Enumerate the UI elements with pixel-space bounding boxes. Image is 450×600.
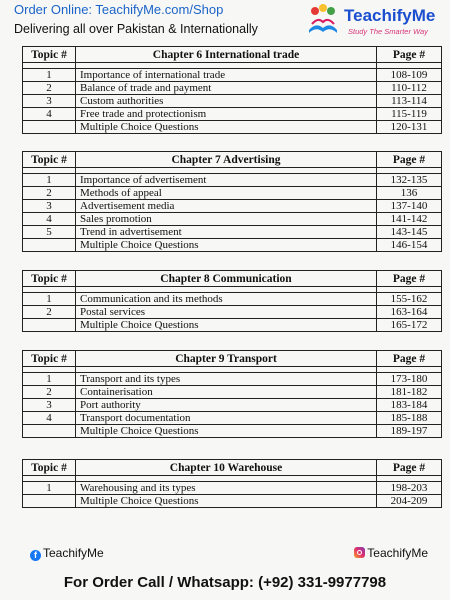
table-row [23, 482, 442, 495]
page-range: 185-188 [377, 412, 442, 425]
topic-number: 2 [23, 187, 76, 200]
page-range: 204-209 [377, 495, 442, 508]
topic-number: 5 [23, 226, 76, 239]
page-column-header: Page # [377, 271, 442, 287]
teachifyme-logo [306, 2, 442, 44]
table-row [23, 425, 442, 438]
topic-title: Multiple Choice Questions [76, 495, 377, 508]
chapter-title: Chapter 7 Advertising [76, 152, 377, 168]
table-header-row [23, 47, 442, 63]
chapter-title: Chapter 10 Warehouse [76, 460, 377, 476]
facebook-icon: f [30, 550, 41, 561]
page-range: 115-119 [377, 108, 442, 121]
topic-title: Importance of international trade [76, 69, 377, 82]
page-column-header: Page # [377, 152, 442, 168]
topic-title: Advertisement media [76, 200, 377, 213]
page-column-header: Page # [377, 460, 442, 476]
topic-number: 3 [23, 200, 76, 213]
topic-title: Multiple Choice Questions [76, 425, 377, 438]
topic-number: 4 [23, 412, 76, 425]
topic-title: Custom authorities [76, 95, 377, 108]
table-row [23, 187, 442, 200]
table-row [23, 174, 442, 187]
table-header-row [23, 351, 442, 367]
table-header-row [23, 460, 442, 476]
topic-number: 1 [23, 293, 76, 306]
page-range: 163-164 [377, 306, 442, 319]
page-range: 181-182 [377, 386, 442, 399]
chapter-title: Chapter 9 Transport [76, 351, 377, 367]
topic-title: Multiple Choice Questions [76, 239, 377, 252]
table-row [23, 226, 442, 239]
table-row [23, 293, 442, 306]
topic-number [23, 239, 76, 252]
page-range: 132-135 [377, 174, 442, 187]
order-call-text: For Order Call / Whatsapp: (+92) 331-9977798 [63, 574, 387, 591]
topic-title: Trend in advertisement [76, 226, 377, 239]
topic-column-header: Topic # [23, 47, 76, 63]
table-row [23, 121, 442, 134]
facebook-handle[interactable] [30, 546, 104, 561]
page-range: 143-145 [377, 226, 442, 239]
delivery-text: Delivering all over Pakistan & Internationally [14, 22, 258, 36]
topic-number [23, 425, 76, 438]
chapter-9-table [22, 350, 442, 438]
table-header-row [23, 152, 442, 168]
topic-column-header: Topic # [23, 152, 76, 168]
table-row [23, 213, 442, 226]
page-range: 165-172 [377, 319, 442, 332]
table-header-row [23, 271, 442, 287]
topic-title: Warehousing and its types [76, 482, 377, 495]
page-range: 189-197 [377, 425, 442, 438]
instagram-handle[interactable] [354, 546, 428, 560]
instagram-label: TeachifyMe [367, 546, 428, 560]
table-row [23, 306, 442, 319]
page-range: 146-154 [377, 239, 442, 252]
page-range: 141-142 [377, 213, 442, 226]
topic-column-header: Topic # [23, 351, 76, 367]
page-range: 198-203 [377, 482, 442, 495]
page-column-header: Page # [377, 351, 442, 367]
topic-title: Importance of advertisement [76, 174, 377, 187]
chapter-6-table [22, 46, 442, 134]
topic-number: 2 [23, 82, 76, 95]
table-row [23, 412, 442, 425]
page-range: 108-109 [377, 69, 442, 82]
topic-title: Transport and its types [76, 373, 377, 386]
topic-title: Port authority [76, 399, 377, 412]
brand-name: TeachifyMe [344, 6, 436, 25]
table-row [23, 69, 442, 82]
topic-number: 4 [23, 213, 76, 226]
instagram-icon [354, 547, 365, 558]
table-row [23, 373, 442, 386]
topic-number: 2 [23, 306, 76, 319]
chapter-7-table [22, 151, 442, 252]
page-range: 137-140 [377, 200, 442, 213]
topic-number [23, 121, 76, 134]
topic-title: Containerisation [76, 386, 377, 399]
topic-number: 4 [23, 108, 76, 121]
topic-number: 3 [23, 399, 76, 412]
table-row [23, 239, 442, 252]
brand-tagline: Study The Smarter Way [348, 27, 428, 36]
chapter-8-table [22, 270, 442, 332]
page-range: 173-180 [377, 373, 442, 386]
topic-title: Postal services [76, 306, 377, 319]
topic-title: Multiple Choice Questions [76, 121, 377, 134]
table-row [23, 495, 442, 508]
topic-column-header: Topic # [23, 460, 76, 476]
topic-number: 1 [23, 174, 76, 187]
topic-number: 3 [23, 95, 76, 108]
table-row [23, 386, 442, 399]
order-online-text: Order Online: TeachifyMe.com/Shop [14, 2, 224, 17]
topic-number: 1 [23, 482, 76, 495]
chapter-10-table [22, 459, 442, 508]
table-row [23, 95, 442, 108]
topic-number: 1 [23, 69, 76, 82]
book-people-icon [306, 2, 340, 36]
facebook-label: TeachifyMe [43, 546, 104, 560]
table-row [23, 108, 442, 121]
page-range: 136 [377, 187, 442, 200]
page-column-header: Page # [377, 47, 442, 63]
topic-column-header: Topic # [23, 271, 76, 287]
chapter-title: Chapter 6 International trade [76, 47, 377, 63]
page-range: 120-131 [377, 121, 442, 134]
table-row [23, 319, 442, 332]
page-range: 110-112 [377, 82, 442, 95]
topic-title: Methods of appeal [76, 187, 377, 200]
topic-number [23, 495, 76, 508]
chapter-title: Chapter 8 Communication [76, 271, 377, 287]
table-row [23, 200, 442, 213]
page-range: 155-162 [377, 293, 442, 306]
topic-title: Balance of trade and payment [76, 82, 377, 95]
topic-title: Free trade and protectionism [76, 108, 377, 121]
topic-number [23, 319, 76, 332]
topic-title: Transport documentation [76, 412, 377, 425]
topic-title: Sales promotion [76, 213, 377, 226]
topic-number: 1 [23, 373, 76, 386]
topic-number: 2 [23, 386, 76, 399]
table-row [23, 82, 442, 95]
topic-title: Communication and its methods [76, 293, 377, 306]
topic-title: Multiple Choice Questions [76, 319, 377, 332]
page-range: 183-184 [377, 399, 442, 412]
page-range: 113-114 [377, 95, 442, 108]
table-row [23, 399, 442, 412]
